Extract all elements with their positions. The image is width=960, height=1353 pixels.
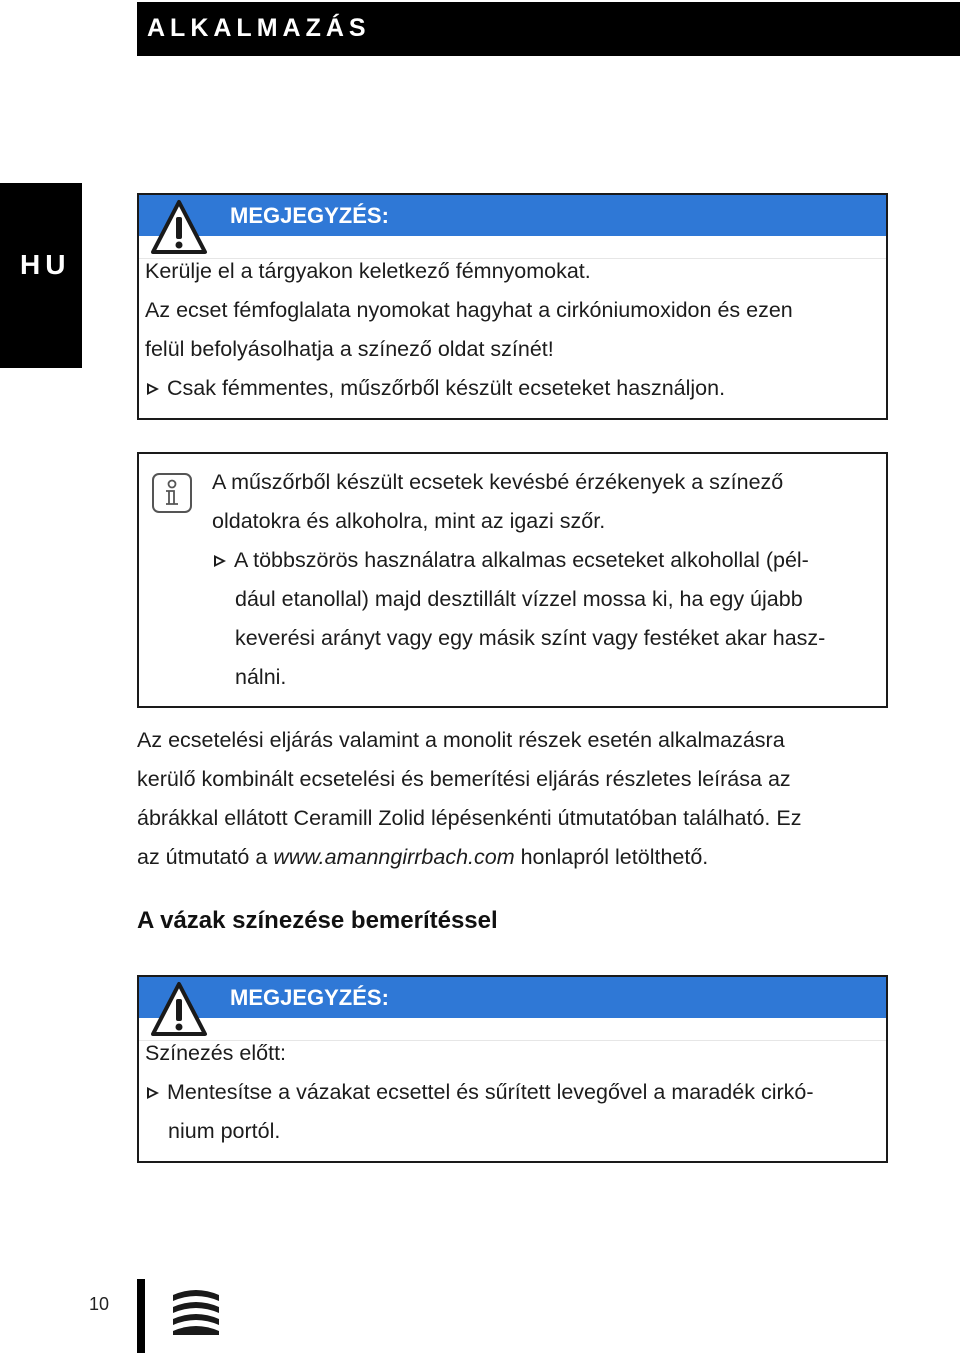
note1-line-2: Az ecset fémfoglalata nyomokat hagyhat a cirkóniumoxidon és ezen: [145, 298, 793, 322]
note-box-2: [137, 975, 888, 1163]
info-line-2: oldatokra és alkoholra, mint az igazi szőr.: [212, 509, 606, 533]
page-number: 10: [89, 1294, 110, 1314]
note-divider-2: [139, 1018, 886, 1041]
info-line-1: A műszőrből készült ecsetek kevésbé érzékenyek a színező: [212, 470, 784, 494]
note-heading-2: MEGJEGYZÉS:: [230, 985, 389, 1010]
info-bullet-line-4: nálni.: [235, 665, 287, 689]
note-header-1: [139, 195, 886, 236]
note2-bullet-line-1: Mentesítse a vázakat ecsettel és sűrített levegővel a maradék cirkó-: [167, 1080, 814, 1104]
info-bullet-line-3: keverési arányt vagy egy másik színt vagy festéket akar hasz-: [235, 626, 826, 650]
body-line-4: [137, 845, 708, 869]
warning-icon: [149, 981, 209, 1037]
warning-icon: [149, 199, 209, 255]
note-box-1: [137, 193, 888, 420]
header-title: ALKALMAZÁS: [147, 14, 371, 42]
header-bar: [137, 2, 960, 56]
body-line-2: kerülő kombinált ecsetelési és bemerítési eljárás részletes leírása az: [137, 767, 791, 791]
info-bullet: [214, 548, 809, 572]
note2-bullet-line-2: nium portól.: [168, 1119, 281, 1143]
body-line-3: ábrákkal ellátott Ceramill Zolid lépésenkénti útmutatóban található. Ez: [137, 806, 802, 830]
info-box: [137, 452, 888, 708]
note-heading-1: MEGJEGYZÉS:: [230, 203, 389, 228]
body-line-4-suffix: honlapról letölthető.: [514, 845, 709, 869]
info-bullet-line-1: A többszörös használatra alkalmas ecseteket alkohollal (pél-: [234, 548, 809, 572]
note1-line-1: Kerülje el a tárgyakon keletkező fémnyomokat.: [145, 259, 591, 283]
section-title: A vázak színezése bemerítéssel: [137, 907, 498, 934]
info-bullet-line-2: dául etanollal) majd desztillált vízzel mossa ki, ha egy újabb: [235, 587, 803, 611]
note1-bullet-text: Csak fémmentes, műszőrből készült ecseteket használjon.: [167, 376, 726, 400]
note1-line-3: felül befolyásolhatja a színező oldat színét!: [145, 337, 554, 361]
website-link[interactable]: www.amanngirrbach.com: [273, 845, 515, 869]
language-tab: [0, 183, 82, 368]
note2-line: Színezés előtt:: [145, 1041, 287, 1065]
footer-bar: [137, 1279, 145, 1353]
triangle-bullet-icon: [214, 555, 226, 567]
note1-bullet: [147, 376, 725, 400]
note-header-2: [139, 977, 886, 1018]
note-divider-1: [139, 236, 886, 259]
brand-logo: [170, 1287, 222, 1335]
body-line-1: Az ecsetelési eljárás valamint a monolit részek esetén alkalmazásra: [137, 728, 785, 752]
info-icon: [152, 473, 192, 513]
body-line-4-prefix: az útmutató a: [137, 845, 274, 869]
triangle-bullet-icon: [147, 1087, 159, 1099]
triangle-bullet-icon: [147, 383, 159, 395]
language-label: HU: [20, 249, 71, 280]
note2-bullet: [147, 1080, 814, 1104]
